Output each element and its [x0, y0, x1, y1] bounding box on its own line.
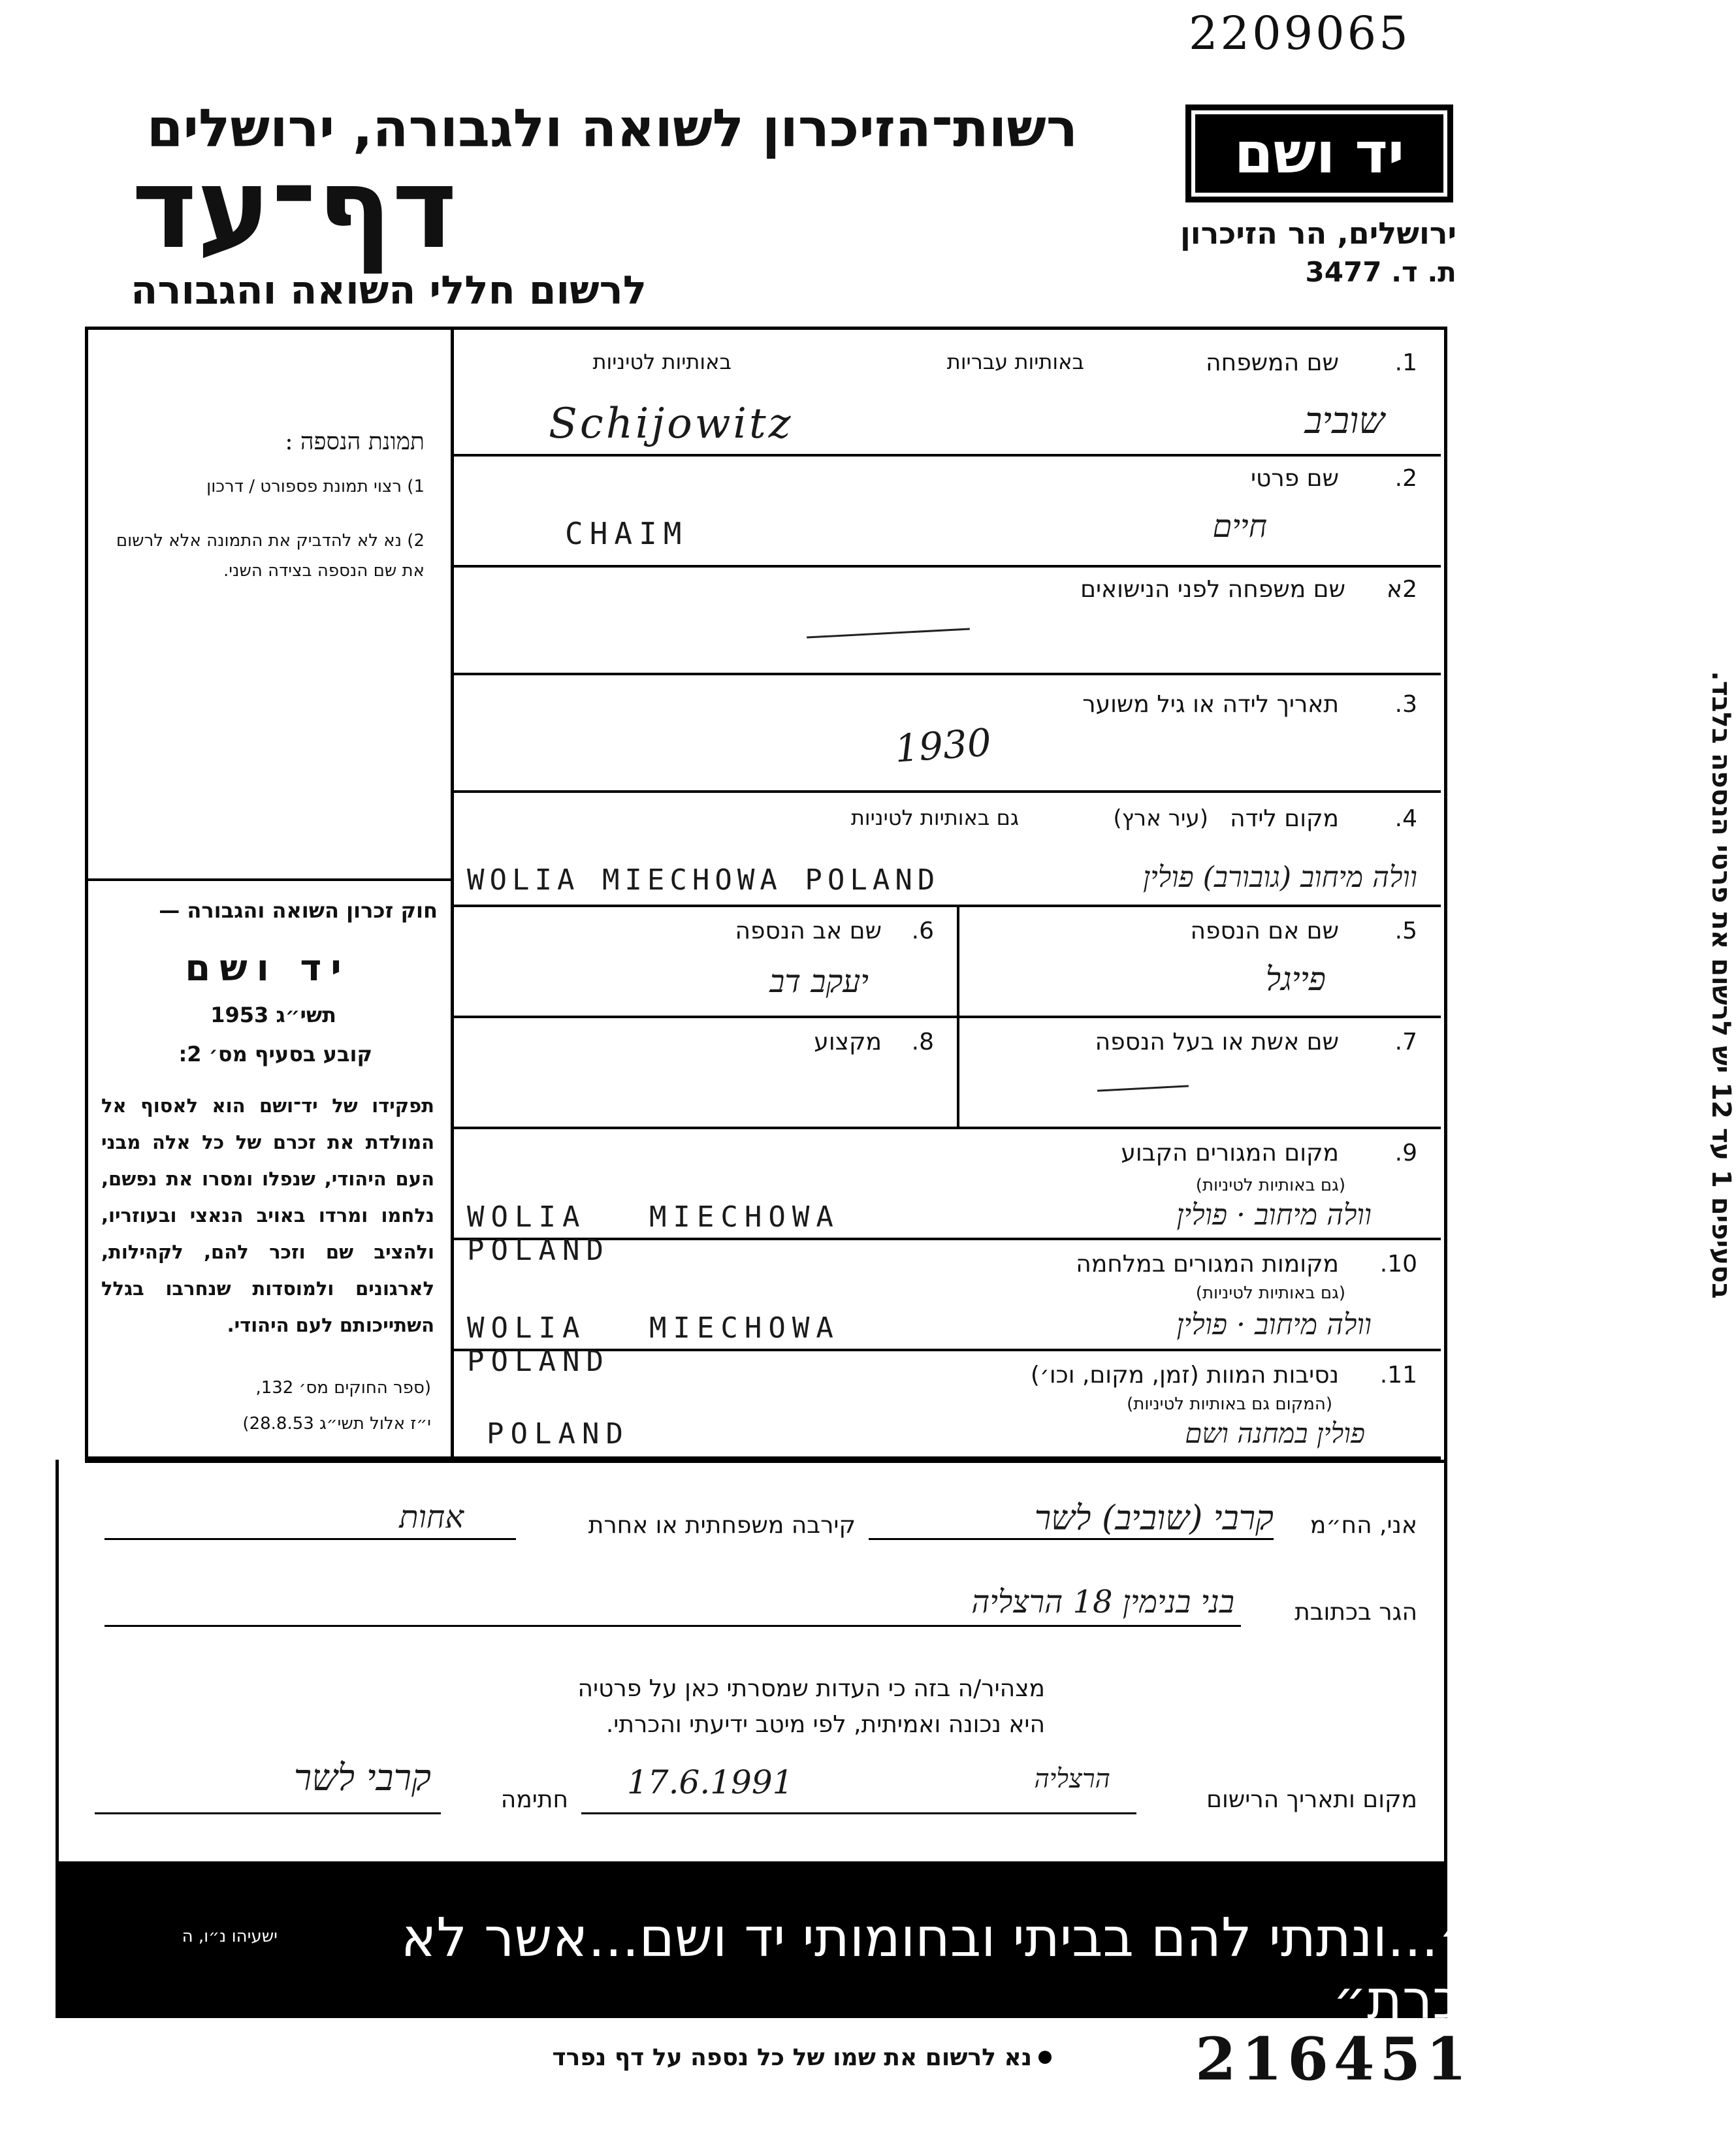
row-sep: [451, 454, 1441, 457]
declaration-relation-label: קירבה משפחתית או אחרת: [588, 1512, 856, 1539]
bullet-icon: [1038, 2051, 1052, 2064]
field-9-value-hebrew: וולה מיחוב · פולין: [1176, 1198, 1372, 1232]
date-value: 17.6.1991: [627, 1763, 794, 1801]
field-11-label: נסיבות המוות (זמן, מקום, וכו׳): [1030, 1362, 1339, 1389]
field-11-value-latin: POLAND: [487, 1417, 630, 1451]
field-1-number: 1.: [1394, 349, 1417, 376]
field-2-value-hebrew: חיים: [1212, 508, 1267, 545]
place-value: הרצליה: [1034, 1764, 1110, 1794]
authority-title: רשות־הזיכרון לשואה ולגבורה, ירושלים: [146, 98, 1078, 159]
quote-banner: [56, 1861, 1473, 2031]
law-box-title: חוק זכרון השואה והגבורה —: [159, 898, 438, 923]
row-sep: [451, 673, 1441, 675]
field-3-label: תאריך לידה או גיל משוער: [1082, 691, 1339, 718]
field-3-value: 1930: [893, 720, 993, 771]
declaration-address-value: בני בנימין 18 הרצליה: [971, 1584, 1234, 1620]
logo-text: יד ושם: [1191, 110, 1447, 197]
photo-box-note2: 2) נא לא להדביק את התמונה אלא לרשום את שם הנספה בצידה השני.: [116, 531, 425, 581]
declaration-name-value: קרבי (שוביב) לשר: [1034, 1499, 1274, 1538]
field-2-value-latin: CHAIM: [565, 516, 688, 551]
row-sep: [451, 905, 1441, 907]
law-box-year: תשי״ג 1953: [210, 1003, 336, 1027]
column-separator: [451, 327, 454, 1460]
declaration-ani-label: אני, הח״מ: [1310, 1512, 1417, 1539]
declaration-relation-line: [104, 1538, 516, 1540]
law-box-ref1: (ספר החוקים מס׳ 132,: [255, 1378, 431, 1398]
declaration-address-line: [104, 1625, 1241, 1627]
signature-value: קרבי לשר: [293, 1757, 431, 1799]
field-11-sub: (המקום גם באותיות לטיניות): [1127, 1394, 1332, 1414]
banner-quote: ״...ונתתי להם בביתי ובחומותי יד ושם...אשר לא יכרת״: [400, 1907, 1473, 2031]
field-10-sub: (גם באותיות לטיניות): [1195, 1283, 1345, 1303]
declaration-relation-value: אחות: [399, 1499, 464, 1535]
photo-box-note1: 1) רצוי תמונת פספורט / דרכון: [206, 477, 425, 496]
field-1-value-hebrew: שוביב: [1304, 400, 1385, 442]
field-9-number: 9.: [1394, 1140, 1417, 1166]
field-6-label: שם אב הנספה: [735, 918, 882, 944]
yad-vashem-logo: [1185, 104, 1453, 202]
declaration-address-label: הגר בכתובת: [1294, 1599, 1417, 1626]
field-8-label: מקצוע: [814, 1029, 882, 1055]
field-10-number: 10.: [1379, 1251, 1417, 1277]
address-line-2: ת. ד. 3477: [1305, 256, 1456, 288]
side-note: בסעיפים 1 עד 12 יש לרשום את פרטי הנספה בלבד.: [1706, 671, 1736, 1299]
field-6-value: יעקב דב: [769, 963, 869, 1000]
law-box-ref2: י״ז אלול תשי״ג 28.8.53): [242, 1414, 431, 1434]
address-line-1: ירושלים, הר הזיכרון: [1180, 216, 1456, 251]
field-4-latin-column: גם באותיות לטיניות: [850, 805, 1019, 830]
field-1-latin-column: באותיות לטיניות: [592, 349, 731, 374]
field-5-value: פייגל: [1265, 960, 1326, 998]
split-vertical: [957, 905, 959, 1127]
row-sep: [451, 790, 1441, 793]
field-11-value-hebrew: פולין במחנה ושם: [1185, 1417, 1365, 1449]
signature-line: [95, 1812, 441, 1814]
field-2a-number: 2א: [1387, 576, 1417, 603]
signature-label: חתימה: [500, 1786, 568, 1813]
field-10-value-latin: WOLIA MIECHOWA POLAND: [467, 1311, 840, 1378]
field-7-label: שם אשת או בעל הנספה: [1095, 1029, 1339, 1055]
field-9-sub: (גם באותיות לטיניות): [1195, 1176, 1345, 1195]
field-4-number: 4.: [1394, 805, 1417, 832]
document-number-bottom: 216451: [1195, 2025, 1472, 2094]
field-7-number: 7.: [1394, 1029, 1417, 1055]
photo-law-divider: [85, 878, 454, 881]
field-2-number: 2.: [1394, 465, 1417, 492]
form-subtitle: לרשום חללי השואה והגבורה: [131, 268, 647, 313]
place-date-label: מקום ותאריך הרישום: [1206, 1786, 1417, 1813]
field-10-value-hebrew: וולה מיחוב · פולין: [1176, 1308, 1372, 1341]
photo-box-title: תמונת הנספה :: [285, 428, 425, 455]
document-number-top: 2209065: [1189, 7, 1411, 60]
field-6-number: 6.: [911, 918, 934, 944]
field-2a-label: שם משפחה לפני הנישואים: [1080, 576, 1345, 603]
field-1-hebrew-column: באותיות עבריות: [946, 349, 1084, 374]
field-8-number: 8.: [911, 1029, 934, 1055]
field-4-label: מקום לידה: [1230, 805, 1339, 832]
form-title: דף־עד: [131, 144, 457, 274]
field-11-number: 11.: [1379, 1362, 1417, 1389]
row-sep: [451, 565, 1441, 568]
banner-source: ישעיהו נ״ו, ה: [182, 1927, 278, 1946]
field-4-value-latin: WOLIA MIECHOWA POLAND: [467, 863, 940, 897]
field-9-value-latin: WOLIA MIECHOWA POLAND: [467, 1200, 840, 1267]
declaration-name-line: [869, 1538, 1274, 1540]
field-3-number: 3.: [1394, 691, 1417, 718]
law-box-clause: קובע בסעיף מס׳ 2:: [178, 1042, 372, 1067]
field-4-sub: (עיר ארץ): [1113, 805, 1208, 831]
row-sep: [451, 1127, 1441, 1129]
row-sep: [451, 1016, 1441, 1018]
field-5-label: שם אם הנספה: [1190, 918, 1339, 944]
field-2-label: שם פרטי: [1250, 465, 1339, 492]
declaration-statement-2: היא נכונה ואמיתית, לפי מיטב ידיעתי והכרתי.: [605, 1711, 1045, 1738]
field-10-label: מקומות המגורים במלחמה: [1076, 1251, 1339, 1277]
declaration-statement-1: מצהיר/ה בזה כי העדות שמסרתי כאן על פרטיה: [577, 1675, 1045, 1702]
place-date-line: [581, 1812, 1136, 1814]
field-1-value-latin: Schijowitz: [549, 400, 794, 448]
footer-note: נא לרשום את שמו של כל נספה על דף נפרד: [552, 2044, 1032, 2071]
law-box-text: תפקידו של יד־ושם הוא לאסוף אל המולדת את זכרם של כל אלה מבני העם היהודי, שנפלו ומסרו את נפשם, נלחמו ומרדו באויב הנאצי ובעוזריו, ולהציב שם וזכר להם, לקהילות, לארגונים ולמוסדות שנחרבו בגלל השתייכותם לעם היהודי.: [101, 1095, 434, 1336]
field-5-number: 5.: [1394, 918, 1417, 944]
field-4-value-hebrew: וולה מיחוב (גובורב) פולין: [1143, 861, 1417, 894]
law-box-name: יד ושם: [185, 947, 351, 989]
field-9-label: מקום המגורים הקבוע: [1121, 1140, 1339, 1166]
field-1-label: שם המשפחה: [1206, 349, 1339, 376]
